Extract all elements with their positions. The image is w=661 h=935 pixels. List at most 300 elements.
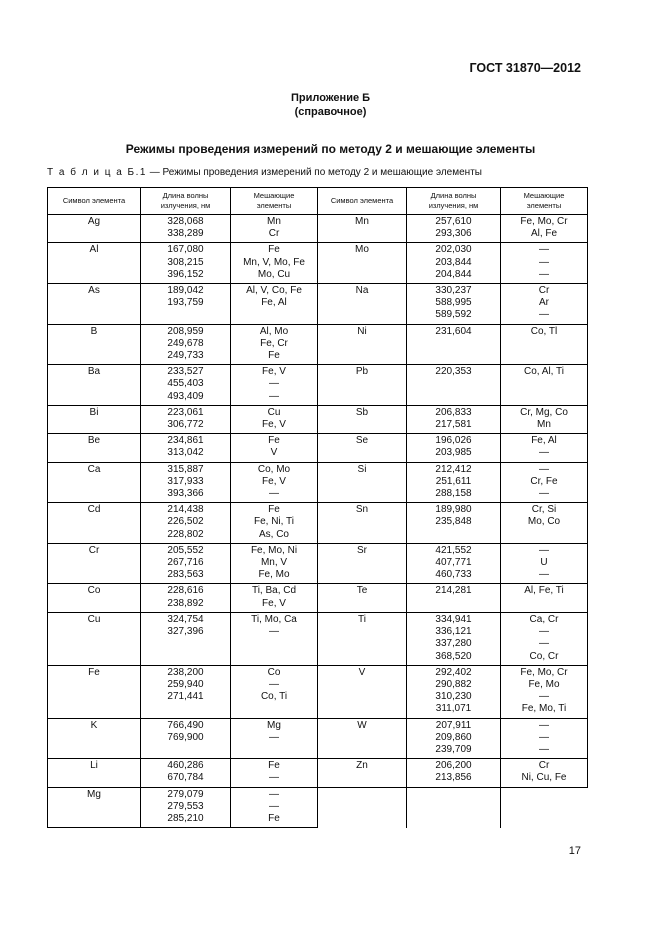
- interfering-elements: Cr, Si: [531, 504, 557, 516]
- wavelength: 338,289: [167, 228, 204, 240]
- wavelength: 327,396: [167, 626, 204, 638]
- interfering-elements: Mn: [537, 419, 551, 431]
- element-symbol: Si: [357, 463, 367, 475]
- wavelength: 769,900: [167, 731, 204, 743]
- wavelength: 317,933: [167, 475, 204, 487]
- element-symbol: Bi: [89, 406, 99, 418]
- element-symbol-cell: [48, 665, 141, 718]
- interfering-elements: V: [270, 447, 278, 459]
- table-row: [48, 365, 588, 406]
- interfering-elements: Fe, Al: [261, 297, 287, 309]
- interfering-elements: Fe, Mo, Cr: [520, 666, 568, 678]
- wavelength: 460,286: [167, 760, 204, 772]
- interfering-elements: Co, Al, Ti: [523, 366, 564, 378]
- wavelength: 206,833: [435, 406, 472, 418]
- interfering-elements: —: [269, 488, 279, 500]
- interfering-elements-cell: [501, 718, 588, 759]
- appendix-note: (справочное): [294, 106, 367, 118]
- appendix-heading: [0, 91, 661, 119]
- interfering-elements: Cr: [268, 228, 280, 240]
- wavelength: 203,844: [435, 256, 472, 268]
- wavelength: 589,592: [435, 309, 472, 321]
- element-symbol-cell: [48, 324, 141, 365]
- interfering-elements: Ti, Mo, Ca: [251, 613, 297, 625]
- wavelength-cell: [407, 462, 501, 503]
- interfering-elements: Fe, Mo: [528, 678, 560, 690]
- interfering-elements: —: [539, 626, 549, 638]
- interfering-elements-cell: [231, 324, 318, 365]
- wavelength: 212,412: [435, 463, 472, 475]
- interfering-elements: —: [269, 800, 279, 812]
- wavelength: 238,200: [167, 666, 204, 678]
- wavelength: 336,121: [435, 626, 472, 638]
- wavelength-cell: [141, 215, 231, 243]
- element-symbol: Zn: [356, 760, 368, 772]
- interfering-elements: Co, Mo: [257, 463, 291, 475]
- wavelength: 228,802: [167, 528, 204, 540]
- interfering-elements: Fe: [268, 504, 280, 516]
- element-symbol-cell: [48, 365, 141, 406]
- interfering-elements: —: [539, 244, 549, 256]
- element-symbol: Cd: [87, 504, 101, 516]
- element-symbol-cell: [48, 243, 141, 284]
- interfering-elements: Co: [267, 666, 281, 678]
- interfering-elements: Fe, V: [262, 475, 286, 487]
- interfering-elements: Mn: [267, 216, 281, 227]
- interfering-elements: —: [539, 743, 549, 755]
- interfering-elements-cell: [231, 543, 318, 584]
- wavelength-cell: [407, 405, 501, 433]
- interfering-elements: —: [539, 731, 549, 743]
- wavelength-cell: [141, 759, 231, 787]
- element-symbol: Mo: [355, 244, 369, 256]
- wavelength: 306,772: [167, 419, 204, 431]
- element-symbol-cell: [318, 243, 407, 284]
- wavelength: 220,353: [435, 366, 472, 378]
- element-symbol: Ni: [357, 325, 367, 337]
- wavelength-cell: [407, 243, 501, 284]
- wavelength: 328,068: [167, 216, 204, 227]
- wavelength-cell: [407, 324, 501, 365]
- wavelength: 234,861: [167, 435, 204, 447]
- interfering-elements-cell: [231, 612, 318, 665]
- element-symbol-cell: [318, 434, 407, 462]
- interfering-elements: Ti, Ba, Cd: [251, 585, 297, 597]
- wavelength-cell: [141, 243, 231, 284]
- interfering-elements-cell: [501, 462, 588, 503]
- interfering-elements: Fe: [268, 244, 280, 256]
- wavelength: 313,042: [167, 447, 204, 459]
- wavelength: 279,079: [167, 788, 204, 800]
- interfering-elements: Mn, V, Mo, Fe: [243, 256, 305, 268]
- interfering-elements-cell: [501, 324, 588, 365]
- element-symbol: Fe: [88, 666, 100, 678]
- interfering-elements: Mo, Co: [527, 516, 561, 528]
- wavelength: 233,527: [167, 366, 204, 378]
- wavelength: 334,941: [435, 613, 472, 625]
- wavelength: 407,771: [435, 557, 472, 569]
- wavelength: 231,604: [435, 325, 472, 337]
- wavelength: 204,844: [435, 268, 472, 280]
- table-row: [48, 543, 588, 584]
- interfering-elements: —: [539, 569, 549, 581]
- interfering-elements-cell: [231, 665, 318, 718]
- element-symbol-cell: [48, 543, 141, 584]
- element-symbol-cell: [318, 503, 407, 544]
- interfering-elements-cell: [501, 243, 588, 284]
- interfering-elements-cell: [501, 612, 588, 665]
- interfering-elements: Co, Tl: [530, 325, 558, 337]
- wavelength-cell: [141, 462, 231, 503]
- element-symbol: K: [90, 719, 98, 731]
- element-symbol: Te: [356, 585, 368, 597]
- wavelength: 393,366: [167, 488, 204, 500]
- interfering-elements-cell: [231, 243, 318, 284]
- element-symbol: Ag: [87, 216, 101, 227]
- wavelength-cell: [141, 718, 231, 759]
- wavelength-cell: [141, 365, 231, 406]
- wavelength: 235,848: [435, 516, 472, 528]
- interfering-elements-cell: [231, 503, 318, 544]
- interfering-elements: Cu: [267, 406, 281, 418]
- element-symbol-cell: [48, 462, 141, 503]
- element-symbol: B: [90, 325, 98, 337]
- interfering-elements-cell: [231, 405, 318, 433]
- wavelength: 214,281: [435, 585, 472, 597]
- wavelength: 207,911: [435, 719, 472, 731]
- element-symbol: Mn: [355, 216, 369, 227]
- element-symbol-cell: [318, 462, 407, 503]
- page-number: 17: [568, 845, 581, 857]
- interfering-elements-cell: [231, 462, 318, 503]
- column-header: Мешающие элементы: [231, 188, 318, 215]
- interfering-elements: —: [269, 626, 279, 638]
- element-symbol-cell: [48, 405, 141, 433]
- element-symbol: Ba: [87, 366, 101, 378]
- interfering-elements: Fe, V: [262, 366, 286, 378]
- element-symbol: W: [357, 719, 367, 731]
- wavelength: 460,733: [435, 569, 472, 581]
- interfering-elements: —: [539, 309, 549, 321]
- interfering-elements: Fe, Cr: [260, 337, 288, 349]
- table-header-row: [48, 188, 588, 215]
- interfering-elements: Ar: [539, 297, 549, 309]
- wavelength-cell: [407, 612, 501, 665]
- standard-number: ГОСТ 31870—2012: [469, 61, 581, 75]
- interfering-elements-cell: [501, 787, 588, 828]
- interfering-elements: Fe, V: [262, 597, 286, 609]
- wavelength: 226,502: [167, 516, 204, 528]
- table-row: [48, 243, 588, 284]
- wavelength: 421,552: [435, 544, 472, 556]
- wavelength: 271,441: [167, 691, 204, 703]
- wavelength-cell: [141, 284, 231, 325]
- interfering-elements-cell: [231, 284, 318, 325]
- interfering-elements: —: [539, 638, 549, 650]
- interfering-elements-cell: [501, 584, 588, 612]
- table-row: [48, 584, 588, 612]
- interfering-elements: Fe, Al: [531, 435, 557, 447]
- interfering-elements: Fe, Ni, Ti: [253, 516, 294, 528]
- table-row: [48, 503, 588, 544]
- element-symbol-cell: [48, 284, 141, 325]
- interfering-elements: Fe, Mo, Cr: [520, 216, 568, 227]
- table-caption: [47, 167, 482, 178]
- interfering-elements-cell: [501, 665, 588, 718]
- wavelength: 205,552: [167, 544, 204, 556]
- interfering-elements: Mo, Cu: [257, 268, 291, 280]
- element-symbol: Co: [87, 585, 101, 597]
- element-symbol: Ca: [87, 463, 101, 475]
- interfering-elements: Ca, Cr: [529, 613, 559, 625]
- table-caption-text: — Режимы проведения измерений по методу 2 и мешающие элементы: [146, 167, 482, 178]
- wavelength: 324,754: [167, 613, 204, 625]
- interfering-elements: —: [269, 788, 279, 800]
- element-symbol: Al: [89, 244, 99, 256]
- column-header: Длина волны излучения, нм: [407, 188, 501, 215]
- element-symbol: Be: [87, 435, 101, 447]
- interfering-elements: Cr, Mg, Co: [520, 406, 568, 418]
- wavelength-cell: [141, 665, 231, 718]
- wavelength: 766,490: [167, 719, 204, 731]
- element-symbol-cell: [48, 718, 141, 759]
- interfering-elements-cell: [501, 365, 588, 406]
- element-symbol: Sn: [355, 504, 369, 516]
- wavelength: 214,438: [167, 504, 204, 516]
- wavelength: 259,940: [167, 678, 204, 690]
- element-symbol-cell: [48, 503, 141, 544]
- wavelength: 206,200: [435, 760, 472, 772]
- element-symbol: Ti: [358, 613, 366, 625]
- wavelength-cell: [407, 503, 501, 544]
- interfering-elements-cell: [501, 215, 588, 243]
- wavelength: 290,882: [435, 678, 472, 690]
- interfering-elements: —: [539, 719, 549, 731]
- interfering-elements: U: [540, 557, 548, 569]
- interfering-elements: —: [539, 691, 549, 703]
- wavelength: 588,995: [435, 297, 472, 309]
- interfering-elements: Mg: [267, 719, 281, 731]
- interfering-elements: Al, V, Co, Fe: [246, 285, 302, 297]
- column-header: Символ элемента: [48, 188, 141, 215]
- wavelength-cell: [407, 584, 501, 612]
- table-row: [48, 462, 588, 503]
- wavelength: 213,856: [435, 772, 472, 784]
- column-header: Символ элемента: [318, 188, 407, 215]
- column-header: Длина волны излучения, нм: [141, 188, 231, 215]
- element-symbol-cell: [318, 543, 407, 584]
- wavelength-cell: [141, 434, 231, 462]
- element-symbol: Sr: [357, 544, 367, 556]
- element-symbol-cell: [318, 584, 407, 612]
- element-symbol-cell: [48, 612, 141, 665]
- wavelength: 208,959: [167, 325, 204, 337]
- table-row: [48, 718, 588, 759]
- element-symbol-cell: [318, 405, 407, 433]
- element-symbol: Li: [90, 760, 98, 772]
- wavelength: 288,158: [435, 488, 472, 500]
- interfering-elements-cell: [501, 284, 588, 325]
- interfering-elements: —: [269, 390, 279, 402]
- element-symbol-cell: [318, 759, 407, 787]
- wavelength-cell: [141, 612, 231, 665]
- wavelength-cell: [407, 759, 501, 787]
- interfering-elements: Al, Mo: [259, 325, 289, 337]
- wavelength: 189,980: [435, 504, 472, 516]
- wavelength: 209,860: [435, 731, 472, 743]
- interfering-elements-cell: [231, 787, 318, 828]
- interfering-elements: —: [269, 731, 279, 743]
- element-symbol-cell: [318, 365, 407, 406]
- element-symbol: Se: [355, 435, 369, 447]
- element-symbol-cell: [318, 612, 407, 665]
- wavelength: 337,280: [435, 638, 472, 650]
- interfering-elements: Fe, Mo: [258, 569, 290, 581]
- interfering-elements: —: [539, 488, 549, 500]
- wavelength: 251,611: [435, 475, 472, 487]
- table-row: [48, 405, 588, 433]
- element-symbol-cell: [48, 434, 141, 462]
- table-body: [48, 215, 588, 828]
- table-row: [48, 434, 588, 462]
- interfering-elements: Al, Fe: [530, 228, 558, 240]
- interfering-elements-cell: [501, 405, 588, 433]
- table-row: [48, 612, 588, 665]
- wavelength: 202,030: [435, 244, 472, 256]
- wavelength-cell: [407, 215, 501, 243]
- interfering-elements-cell: [231, 718, 318, 759]
- wavelength: 267,716: [167, 557, 204, 569]
- wavelength-cell: [141, 543, 231, 584]
- wavelength: 670,784: [167, 772, 204, 784]
- wavelength: 223,061: [167, 406, 204, 418]
- interfering-elements: Fe, Mo, Ti: [521, 703, 567, 715]
- interfering-elements: —: [269, 678, 279, 690]
- element-symbol: V: [358, 666, 366, 678]
- interfering-elements-cell: [501, 759, 588, 787]
- interfering-elements: —: [269, 772, 279, 784]
- interfering-elements-cell: [501, 434, 588, 462]
- interfering-elements: Cr, Fe: [530, 475, 558, 487]
- wavelength-cell: [141, 324, 231, 365]
- table-row: [48, 787, 588, 828]
- element-symbol: Cu: [87, 613, 101, 625]
- wavelength: 293,306: [435, 228, 472, 240]
- wavelength-cell: [407, 543, 501, 584]
- wavelength-cell: [141, 405, 231, 433]
- wavelength: 396,152: [167, 268, 204, 280]
- element-symbol-cell: [318, 787, 407, 828]
- wavelength-cell: [407, 284, 501, 325]
- element-symbol: Mg: [87, 788, 101, 800]
- wavelength: 308,215: [167, 256, 204, 268]
- wavelength: 189,042: [167, 285, 204, 297]
- wavelength-cell: [407, 718, 501, 759]
- wavelength-cell: [407, 665, 501, 718]
- wavelength-cell: [141, 503, 231, 544]
- element-symbol-cell: [318, 215, 407, 243]
- element-symbol-cell: [318, 324, 407, 365]
- interfering-elements: —: [539, 447, 549, 459]
- page-title: Режимы проведения измерений по методу 2 и мешающие элементы: [125, 142, 536, 156]
- interfering-elements: Co, Ti: [260, 691, 288, 703]
- wavelength: 311,071: [435, 703, 472, 715]
- wavelength: 292,402: [435, 666, 472, 678]
- wavelength: 493,409: [167, 390, 204, 402]
- interfering-elements: Mn, V: [260, 557, 288, 569]
- element-symbol: Na: [355, 285, 369, 297]
- interfering-elements: Cr: [538, 760, 550, 772]
- element-symbol: Pb: [355, 366, 369, 378]
- interfering-elements: —: [539, 463, 549, 475]
- wavelength: 203,985: [435, 447, 472, 459]
- element-symbol-cell: [48, 584, 141, 612]
- wavelength: 193,759: [167, 297, 204, 309]
- interfering-elements: Fe: [268, 760, 280, 772]
- wavelength: 310,230: [435, 691, 472, 703]
- element-symbol-cell: [48, 787, 141, 828]
- interfering-elements-cell: [231, 365, 318, 406]
- interfering-elements: Fe: [268, 812, 280, 824]
- interfering-elements-cell: [501, 503, 588, 544]
- element-symbol-cell: [48, 215, 141, 243]
- wavelength-cell: [141, 584, 231, 612]
- interfering-elements: —: [269, 378, 279, 390]
- table-caption-label: Т а б л и ц а Б.1: [47, 167, 147, 178]
- interfering-elements: Al, Fe, Ti: [524, 585, 564, 597]
- wavelength: 283,563: [167, 569, 204, 581]
- wavelength: 217,581: [435, 419, 472, 431]
- interfering-elements-cell: [231, 215, 318, 243]
- element-symbol-cell: [318, 284, 407, 325]
- interfering-elements: As, Co: [258, 528, 289, 540]
- wavelength: 249,733: [167, 350, 204, 362]
- wavelength: 167,080: [167, 244, 204, 256]
- table-row: [48, 665, 588, 718]
- wavelength-cell: [407, 365, 501, 406]
- element-symbol: Sb: [355, 406, 369, 418]
- measurement-table: [47, 187, 588, 828]
- interfering-elements: Fe: [268, 350, 280, 362]
- interfering-elements-cell: [231, 584, 318, 612]
- interfering-elements: Ni, Cu, Fe: [521, 772, 567, 784]
- wavelength: 368,520: [435, 650, 472, 662]
- wavelength: 455,403: [167, 378, 204, 390]
- table-row: [48, 324, 588, 365]
- wavelength: 228,616: [167, 585, 204, 597]
- wavelength: 330,237: [435, 285, 472, 297]
- wavelength-cell: [141, 787, 231, 828]
- wavelength-cell: [407, 787, 501, 828]
- interfering-elements-cell: [501, 543, 588, 584]
- element-symbol-cell: [48, 759, 141, 787]
- interfering-elements: —: [539, 544, 549, 556]
- wavelength: 257,610: [435, 216, 472, 227]
- interfering-elements-cell: [231, 434, 318, 462]
- wavelength: 315,887: [167, 463, 204, 475]
- wavelength: 285,210: [167, 812, 204, 824]
- interfering-elements-cell: [231, 759, 318, 787]
- interfering-elements: —: [539, 256, 549, 268]
- table-row: [48, 759, 588, 787]
- wavelength: 249,678: [167, 337, 204, 349]
- wavelength: 279,553: [167, 800, 204, 812]
- wavelength: 239,709: [435, 743, 472, 755]
- interfering-elements: Co, Cr: [529, 650, 559, 662]
- interfering-elements: Fe, V: [262, 419, 286, 431]
- element-symbol: As: [88, 285, 100, 297]
- table-row: [48, 215, 588, 243]
